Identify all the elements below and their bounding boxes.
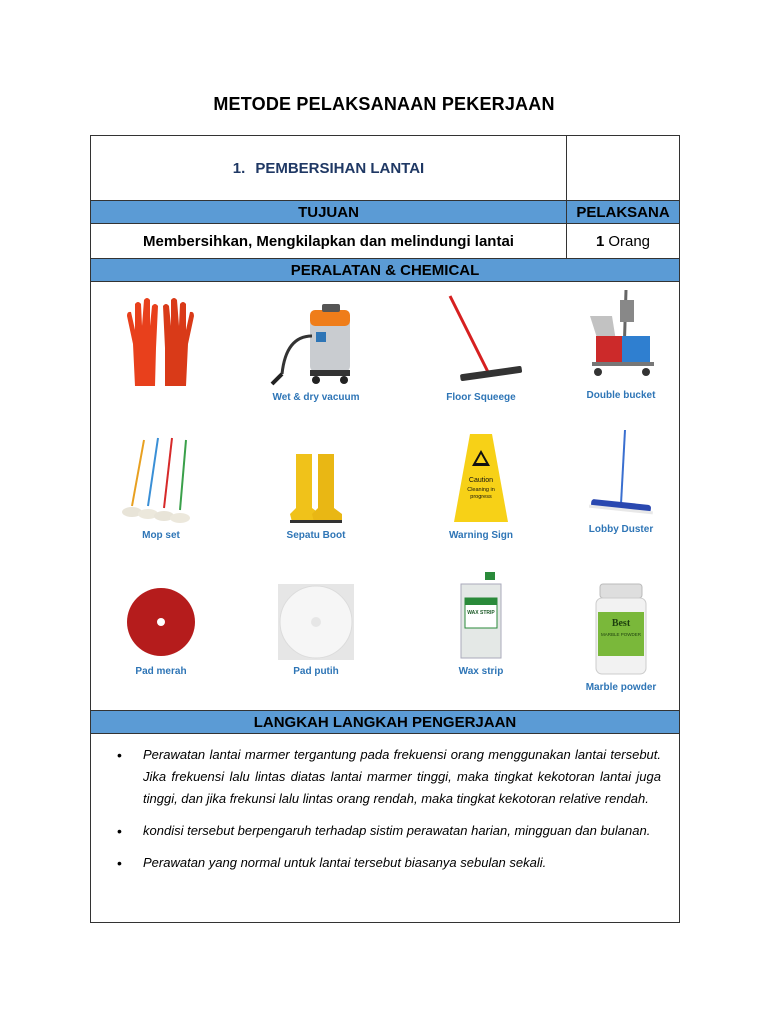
pelaksana-count: 1 xyxy=(595,232,605,250)
equipment-caption: Floor Squeege xyxy=(446,392,516,403)
tujuan-header: TUJUAN xyxy=(298,203,359,221)
tujuan-value: Membersihkan, Mengkilapkan dan melindungi lantai xyxy=(143,232,514,250)
equipment-item xyxy=(551,286,691,401)
document-title: METODE PELAKSANAAN PEKERJAAN xyxy=(213,94,555,114)
section-title: PEMBERSIHAN LANTAI xyxy=(255,159,425,177)
equipment-caption: Pad merah xyxy=(135,666,187,677)
step-item: • Perawatan lantai marmer tergantung pada frekuensi orang menggunakan lantai tersebut. Jika frekuensi lalu lintas diatas lantai marmer tinggi, maka tingkat kekotoran lantai juga tinggi, dan jika frekunsi lalu lintas orang rendah, maka tingkat kekotoran relative rendah. xyxy=(113,744,661,810)
value-row xyxy=(91,224,679,258)
equipment-caption: Marble powder xyxy=(585,682,657,693)
double-bucket-icon xyxy=(576,286,666,386)
vacuum-icon xyxy=(266,296,366,388)
warning-sign-line-2: Cleaning in xyxy=(467,487,495,493)
equipment-caption: Pad putih xyxy=(293,666,339,677)
wax-strip-bottle-icon xyxy=(451,570,511,662)
section-number: 1. xyxy=(232,159,246,177)
squeegee-icon xyxy=(436,292,526,388)
equipment-caption: Double bucket xyxy=(586,390,656,401)
equipment-item xyxy=(411,292,551,403)
pelaksana-unit: Orang xyxy=(608,232,651,250)
steps-list xyxy=(113,744,661,884)
equipment-caption: Mop set xyxy=(142,530,180,541)
steps-header: LANGKAH LANGKAH PENGERJAAN xyxy=(91,711,679,733)
method-table xyxy=(90,135,680,923)
equipment-item xyxy=(91,434,231,541)
pelaksana-value xyxy=(567,224,679,258)
red-pad-icon xyxy=(121,582,201,662)
equipment-header: PERALATAN & CHEMICAL xyxy=(91,259,679,281)
equipment-item xyxy=(91,296,231,392)
warning-sign-line-3: progress xyxy=(470,494,492,500)
step-item: • kondisi tersebut berpengaruh terhadap sistim perawatan harian, mingguan dan bulanan. xyxy=(113,820,661,842)
equipment-item xyxy=(246,296,386,403)
wax-bottle-label: WAX STRIP xyxy=(467,610,495,616)
marble-powder-jar-icon xyxy=(586,582,656,678)
pelaksana-header: PELAKSANA xyxy=(576,203,670,221)
equipment-item xyxy=(246,434,386,541)
equipment-caption: Wax strip xyxy=(458,666,504,677)
equipment-item xyxy=(411,570,551,677)
gloves-icon xyxy=(121,296,201,388)
warning-sign-caution-text: Caution xyxy=(468,477,494,484)
equipment-caption: Wet & dry vacuum xyxy=(272,392,360,403)
powder-label: MARBLE POWDER xyxy=(600,632,642,637)
equipment-item xyxy=(551,428,691,535)
white-pad-icon xyxy=(276,582,356,662)
mop-set-icon xyxy=(116,434,206,526)
boots-icon xyxy=(276,434,356,526)
equipment-grid xyxy=(91,282,679,710)
equipment-item xyxy=(91,582,231,677)
powder-brand: Best xyxy=(611,618,631,629)
equipment-item xyxy=(411,430,551,541)
header-row xyxy=(91,201,679,223)
warning-sign-icon xyxy=(446,430,516,526)
equipment-caption: Sepatu Boot xyxy=(286,530,346,541)
equipment-caption: Lobby Duster xyxy=(588,524,654,535)
step-item: • Perawatan yang normal untuk lantai tersebut biasanya sebulan sekali. xyxy=(113,852,661,874)
equipment-caption: Warning Sign xyxy=(448,530,514,541)
section-title-row xyxy=(91,136,679,200)
equipment-item xyxy=(551,582,691,693)
lobby-duster-icon xyxy=(581,428,661,520)
equipment-item xyxy=(246,582,386,677)
